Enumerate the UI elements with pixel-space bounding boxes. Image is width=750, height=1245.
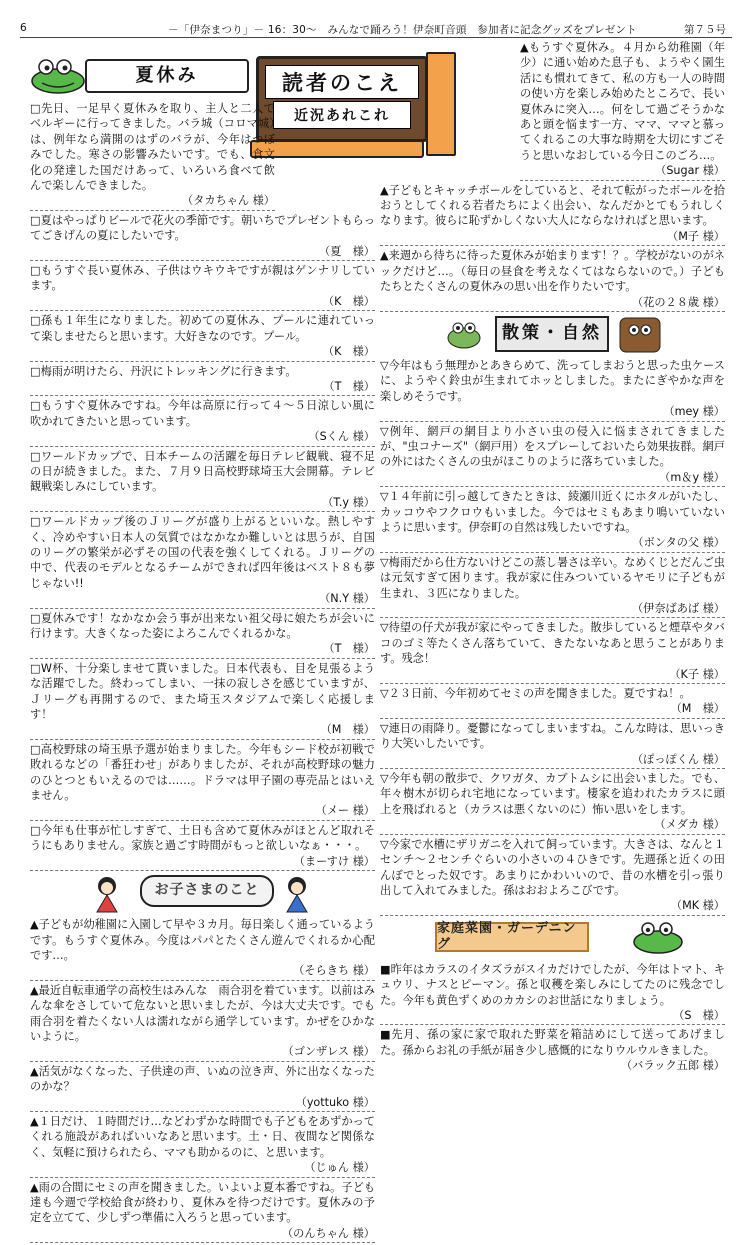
entry-signature: （メー 様） <box>315 804 375 818</box>
entry-text: □先日、一足早く夏休みを取り、主人と二人でベルギーに行ってきました。バラ城（コロマ城）は、例年なら満開のはずのバラが、今年はつぼみでした。寒さの影響みたいです。でも、食文化の発達した国だけあって、いろいろ食べて飲んで楽しんできました。 <box>30 102 275 193</box>
entry-signature: （N.Y 様） <box>319 592 375 606</box>
list-item <box>30 263 375 311</box>
entry-text: ▽今年も朝の散歩で、クワガタ、カブトムシに出会いました。でも、年々樹木が切られ宅地になっています。棲家を追われたカラスに頭上を飛ばれると（カラスは悪くないのに）怖い思いをします。 <box>380 772 725 816</box>
kids-title: お子さまのこと <box>140 875 274 907</box>
child-girl-icon <box>90 875 124 913</box>
entry-text: □夏はやっぱりビールで花火の季節です。朝いちでプレゼントもらってごきげんの夏にしたいです。 <box>30 213 375 243</box>
garden-entries <box>380 962 725 1075</box>
entry-signature: （m＆y 様） <box>659 470 725 484</box>
entry-text: ▽今家で水槽にザリガニを入れて飼っています。大きさは、なんと１センチ～２センチぐらいの小さいの４ひきです。先週孫と近くの田んぼでとった奴です。あまりにかわいいので、昔の水槽を引っ張り出して入れてみました。孫はおおよろこびです。 <box>380 837 725 897</box>
right-column <box>380 40 725 1077</box>
entry-text: □今年も仕事が忙しすぎて、土日も含めて夏休みがほとんど取れそうにもありません。家族と過ごす時間がもっと欲しいなぁ・・・。 <box>30 823 375 853</box>
header-rule <box>20 37 732 38</box>
entry-text: ▲子どもとキャッチボールをしていると、それて転がったボールを拾おうとしてくれる若者たちによく出会い、なんだかとてもうれしくなります。彼らに恥ずかしくない大人にならなければと思います。 <box>380 183 725 228</box>
entry-text: □孫も１年生になりました。初めての夏休み、プールに連れていって楽しませたらと思います。大好きなのです。プール。 <box>30 314 375 343</box>
entry-signature: （T.y 様） <box>322 495 375 509</box>
frog-icon <box>630 918 688 956</box>
entry-signature: （Sくん 様） <box>308 430 375 444</box>
entry-signature: （じゅん 様） <box>304 1161 375 1175</box>
entry-signature: （yottuko 様） <box>295 1095 375 1109</box>
entry-text: ▲最近自転車通学の高校生はみんな 雨合羽を着ています。以前はみんな傘をさしていて危ないと思いましたが、今は大丈夫です。でも雨合羽を着たくない人は濡れながら通学しています。かぜをひかないように。 <box>30 983 375 1043</box>
entry-text: ▲来週から待ちに待った夏休みが始まります！？。学校がないのがネックだけど…。（毎日の昼食を考えなくてはならないので。）子どもたちとたくさんの夏休みの思い出を作りたいです。 <box>380 249 725 294</box>
list-item <box>380 555 725 619</box>
issue-number: 第７５号 <box>684 24 726 36</box>
hero-title: 読者のこえ <box>265 65 419 99</box>
entry-signature: （メダカ 様） <box>654 818 725 832</box>
list-item <box>380 721 725 769</box>
section-title-walk <box>380 314 725 354</box>
list-item <box>380 489 725 553</box>
section-title-kids <box>30 873 375 913</box>
list-item <box>30 742 375 821</box>
list-item <box>380 358 725 422</box>
owl-tree-icon <box>616 314 664 354</box>
entry-signature: （まーすけ 様） <box>293 854 375 868</box>
entry-text: □ワールドカップ後のＪリーグが盛り上がるといいな。熱しやすく、冷めやすい日本人の気質ではなかなか難しいとは思うが、自国のリーグの繁栄が必ずその国の代表を強くしてくれる。Ｊリーグの中で、代表のモデルとなるチームができれば四年後はベスト８も夢じゃない!! <box>30 515 375 590</box>
list-item <box>30 1064 375 1112</box>
entry-text: □もうすぐ長い夏休み、子供はウキウキですが親はゲンナリしています。 <box>30 264 375 293</box>
entry-text: ▲もうすぐ夏休み。４月から幼稚園（年少）に通い始めた息子も、ようやく園生活にも慣れてきて、私の方も一人の時間の使い方を楽しみ始めたところで、長い夏休みに突入…。何をして過ごそうかなあと頭を悩ます一方、ママ、ママと慕ってくれるこの大事な時期を大切にすごそうと思いなおしている今日このごろ…。 <box>520 41 725 162</box>
list-item <box>380 1027 725 1074</box>
entry-signature: （M子 様） <box>667 229 725 243</box>
list-item <box>30 611 375 659</box>
list-item <box>30 917 375 981</box>
list-item <box>30 449 375 513</box>
entry-text: ▲１日だけ、１時間だけ…などわずかな時間でも子どもをあずかってくれる施設があればいいなあと思います。土・日、夜間など関係なく、気軽に預けられたら、ママも助かるのに、と思います。 <box>30 1114 375 1159</box>
list-item <box>380 248 725 312</box>
list-item <box>30 514 375 608</box>
entry-signature: （mey 様） <box>663 405 725 419</box>
header-tagline: －「伊奈まつり」－ 16：30～ みんなで踊ろう！伊奈町音頭 参加者に記念グッズをプレゼント <box>168 24 637 36</box>
entry-text: □高校野球の埼玉県予選が始まりました。今年もシード校が初戦で敗れるなどの「番狂わせ」がありましたが、それが高校野球の魅力のひとつともいえるのでは……。ドラマは甲子園の専売品とはいえません。 <box>30 742 375 803</box>
entry-signature: （M 様） <box>320 723 375 737</box>
list-item <box>30 661 375 740</box>
entry-text: ▽待望の仔犬が我が家にやってきました。散歩していると煙草やタバコのゴミ等たくさん落ちていて、きたないなあと思うことがあります。残念！ <box>380 621 725 666</box>
entry-signature: （そらきち 様） <box>293 964 375 978</box>
list-item <box>380 424 725 488</box>
list-item <box>380 962 725 1026</box>
list-item <box>30 364 375 397</box>
list-item <box>30 983 375 1062</box>
entry-signature: （ぽっぽくん 様） <box>631 752 725 766</box>
entry-text: □ワールドカップで、日本チームの活躍を毎日テレビ観戦、寝不足の日が続きました。また、７月９日高校野球埼玉大会開幕。テレビ観戦楽しみにしています。 <box>30 449 375 494</box>
page-header <box>20 20 732 38</box>
child-girl-icon <box>280 875 314 913</box>
list-item <box>30 1180 375 1244</box>
walk-title: 散策・自然 <box>495 316 609 352</box>
section-title-summer <box>30 57 375 97</box>
frog-icon <box>30 57 88 95</box>
list-item <box>30 398 375 446</box>
page-number: 6 <box>20 22 27 34</box>
entry-signature: （K 様） <box>322 345 375 359</box>
entry-signature: （夏 様） <box>319 244 375 258</box>
list-item <box>380 620 725 684</box>
garden-title: 家庭菜園・ガーデニング <box>435 922 589 952</box>
entry-signature: （K子 様） <box>669 667 725 681</box>
entry-text: ▽連日の雨降り。憂鬱になってしまいますね。こんな時は、思いっきり大笑いしたいです。 <box>380 721 725 751</box>
list-item <box>30 313 375 361</box>
left-column <box>30 55 375 1245</box>
entry-signature: （バラック五郎 様） <box>620 1059 725 1073</box>
entry-signature: （Sugar 様） <box>655 164 725 178</box>
entry-text: □夏休みです！なかなか会う事が出来ない祖父母に娘たちが会いに行けます。大きくなった姿によろこんでくれるかな。 <box>30 611 375 640</box>
entry-text: ■昨年はカラスのイタズラがスイカだけでしたが、今年はトマト、キュウリ、ナスとピーマン。孫と収穫を楽しみにしてたのに残念でした。今年も黄色ずくめのカカシのお世話になりましょう。 <box>380 962 725 1007</box>
entry-text: ▽梅雨だから仕方ないけどこの蒸し暑さは辛い。なめくじとだんご虫は元気すぎて困ります。我が家に住みついているヤモリに子どもが生まれ、３匹になりました。 <box>380 555 725 600</box>
entry-text: ▲活気がなくなった、子供達の声、いぬの泣き声、外に出なくなったのかな？ <box>30 1064 375 1094</box>
entry-text: ▽今年はもう無理かとあきらめて、洗ってしまおうと思った虫ケースに、ようやく鈴虫が生まれてホッとしました。またにぎやかな声を楽しめそうです。 <box>380 358 725 403</box>
entry-text: □もうすぐ夏休みですね。今年は高原に行って４～５日涼しい風に吹かれてきたいと思っています。 <box>30 399 375 428</box>
entry-text: ▲子どもが幼稚園に入園して早や３カ月。毎日楽しく通っているようです。もうすぐ夏休み。今度はパパとたくさん遊んでくれるか心配です…。 <box>30 918 375 962</box>
grasshopper-icon <box>442 316 486 352</box>
entry-text: ▽１４年前に引っ越してきたときは、綾瀬川近くにホタルがいたし、カッコウやフクロウもいました。今ではセミもあまり鳴いていないように思います。伊奈町の自然は残したいですね。 <box>380 490 725 534</box>
entry-signature: （M 様） <box>670 702 725 716</box>
entry-text: ▽２３日前、今年初めてセミの声を聞きました。夏ですね！。 <box>380 687 691 701</box>
list-item <box>30 823 375 871</box>
kids-entries-continued <box>380 40 725 312</box>
entry-signature: （花の２８歳 様） <box>631 295 725 309</box>
summer-entries <box>30 101 375 871</box>
kids-entries <box>30 917 375 1243</box>
entry-text: □W杯、十分楽しませて貰いました。日本代表も、目を見張るような活躍でした。終わってしまい、一抹の寂しさを感じていますが、Ｊリーグも再開するので、また埼玉スタジアムで楽しく応援します！ <box>30 661 375 722</box>
list-item <box>30 101 275 211</box>
entry-signature: （ボンタの父 様） <box>632 536 725 550</box>
entry-text: ▽例年、網戸の網目より小さい虫の侵入に悩まされてきましたが、"虫コナーズ"（網戸用）をスプレーしておいたら効果抜群。網戸の外にはたくさんの虫がほこりのように落ちていました。 <box>380 424 725 469</box>
list-item <box>30 213 375 261</box>
list-item <box>380 837 725 916</box>
entry-signature: （MK 様） <box>670 899 725 913</box>
entry-signature: （のんちゃん 様） <box>281 1226 375 1240</box>
entry-signature: （タカちゃん 様） <box>181 194 275 208</box>
entry-signature: （T 様） <box>323 379 375 393</box>
entry-signature: （ゴンザレス 様） <box>282 1045 375 1059</box>
entry-signature: （伊奈ばあば 様） <box>631 602 725 615</box>
hero-subtitle: 近況あれこれ <box>273 101 411 129</box>
entry-text: □梅雨が明けたら、丹沢にトレッキングに行きます。 <box>30 364 297 378</box>
list-item <box>380 183 725 247</box>
entry-text: ▲雨の合間にセミの声を聞きました。いよいよ夏本番ですね。子ども達も今週で学校給食が終わり、夏休みを待つだけです。夏休みの予定を立てて、少しずつ準備に入ろうと思っています。 <box>30 1180 375 1225</box>
entry-signature: （T 様） <box>323 642 375 656</box>
entry-signature: （S 様） <box>673 1008 725 1022</box>
entry-text: ■先月、孫の家に家で取れた野菜を箱詰めにして送ってあげました。孫からお礼の手紙が届き少し感慨的になりウルウルきました。 <box>380 1028 725 1057</box>
list-item <box>30 1114 375 1178</box>
list-item <box>380 771 725 835</box>
walk-entries <box>380 358 725 916</box>
list-item <box>380 686 725 719</box>
section-title-garden <box>380 918 725 958</box>
entry-signature: （K 様） <box>322 294 375 308</box>
list-item <box>520 40 725 181</box>
summer-title: 夏休み <box>85 59 249 93</box>
